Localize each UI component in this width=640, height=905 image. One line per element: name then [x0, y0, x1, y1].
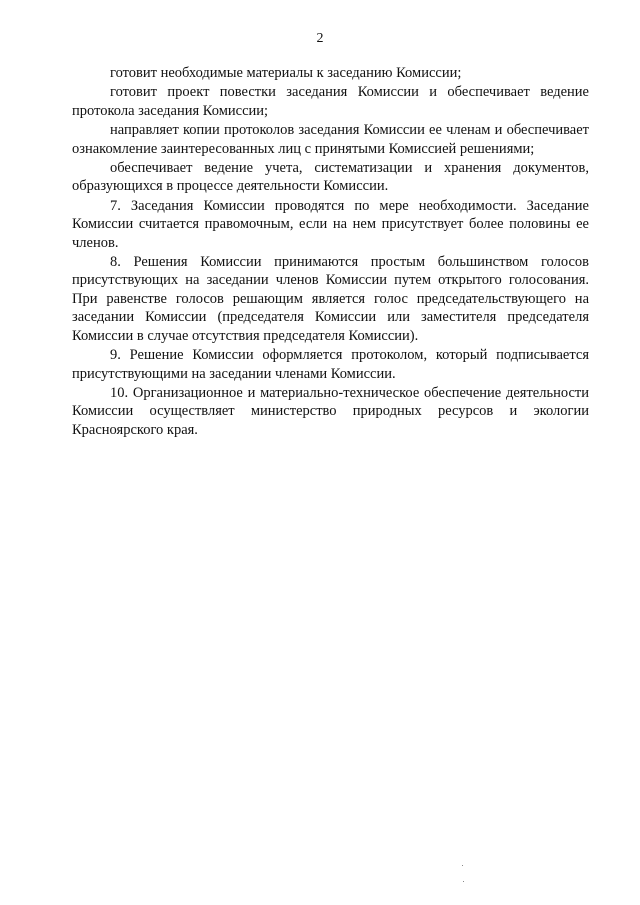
scan-artifact: [463, 881, 464, 882]
scan-artifact: [462, 865, 463, 866]
paragraph-item-9: 9. Решение Комиссии оформляется протоколом, который подписывается присутствующими на заседании членами Комиссии.: [72, 347, 589, 382]
paragraph-prepare-agenda: готовит проект повестки заседания Комиссии и обеспечивает ведение протокола заседания Комиссии;: [72, 84, 589, 119]
paragraph-item-8: 8. Решения Комиссии принимаются простым большинством голосов присутствующих на заседании членов Комиссии путем открытого голосования. При равенстве голосов решающим является голос председательствующего на заседании Комиссии (председателя Комиссии или заместителя председателя Комиссии в случае отсутствия председателя Комиссии).: [72, 254, 589, 344]
page-number: 2: [316, 31, 324, 46]
paragraph-records-keeping: обеспечивает ведение учета, систематизации и хранения документов, образующихся в процессе деятельности Комиссии.: [72, 160, 589, 195]
paragraph-prepare-materials: готовит необходимые материалы к заседанию Комиссии;: [110, 65, 462, 81]
paragraph-item-10: 10. Организационное и материально-техническое обеспечение деятельности Комиссии осуществляет министерство природных ресурсов и экологии Красноярского края.: [72, 384, 589, 438]
document-body: [72, 64, 589, 439]
paragraph-send-protocols: направляет копии протоколов заседания Комиссии ее членам и обеспечивает ознакомление заинтересованных лиц с принятыми Комиссией решениями;: [72, 122, 589, 157]
paragraph-item-7: 7. Заседания Комиссии проводятся по мере необходимости. Заседание Комиссии считается правомочным, если на нем присутствует более половины ее членов.: [72, 197, 589, 251]
